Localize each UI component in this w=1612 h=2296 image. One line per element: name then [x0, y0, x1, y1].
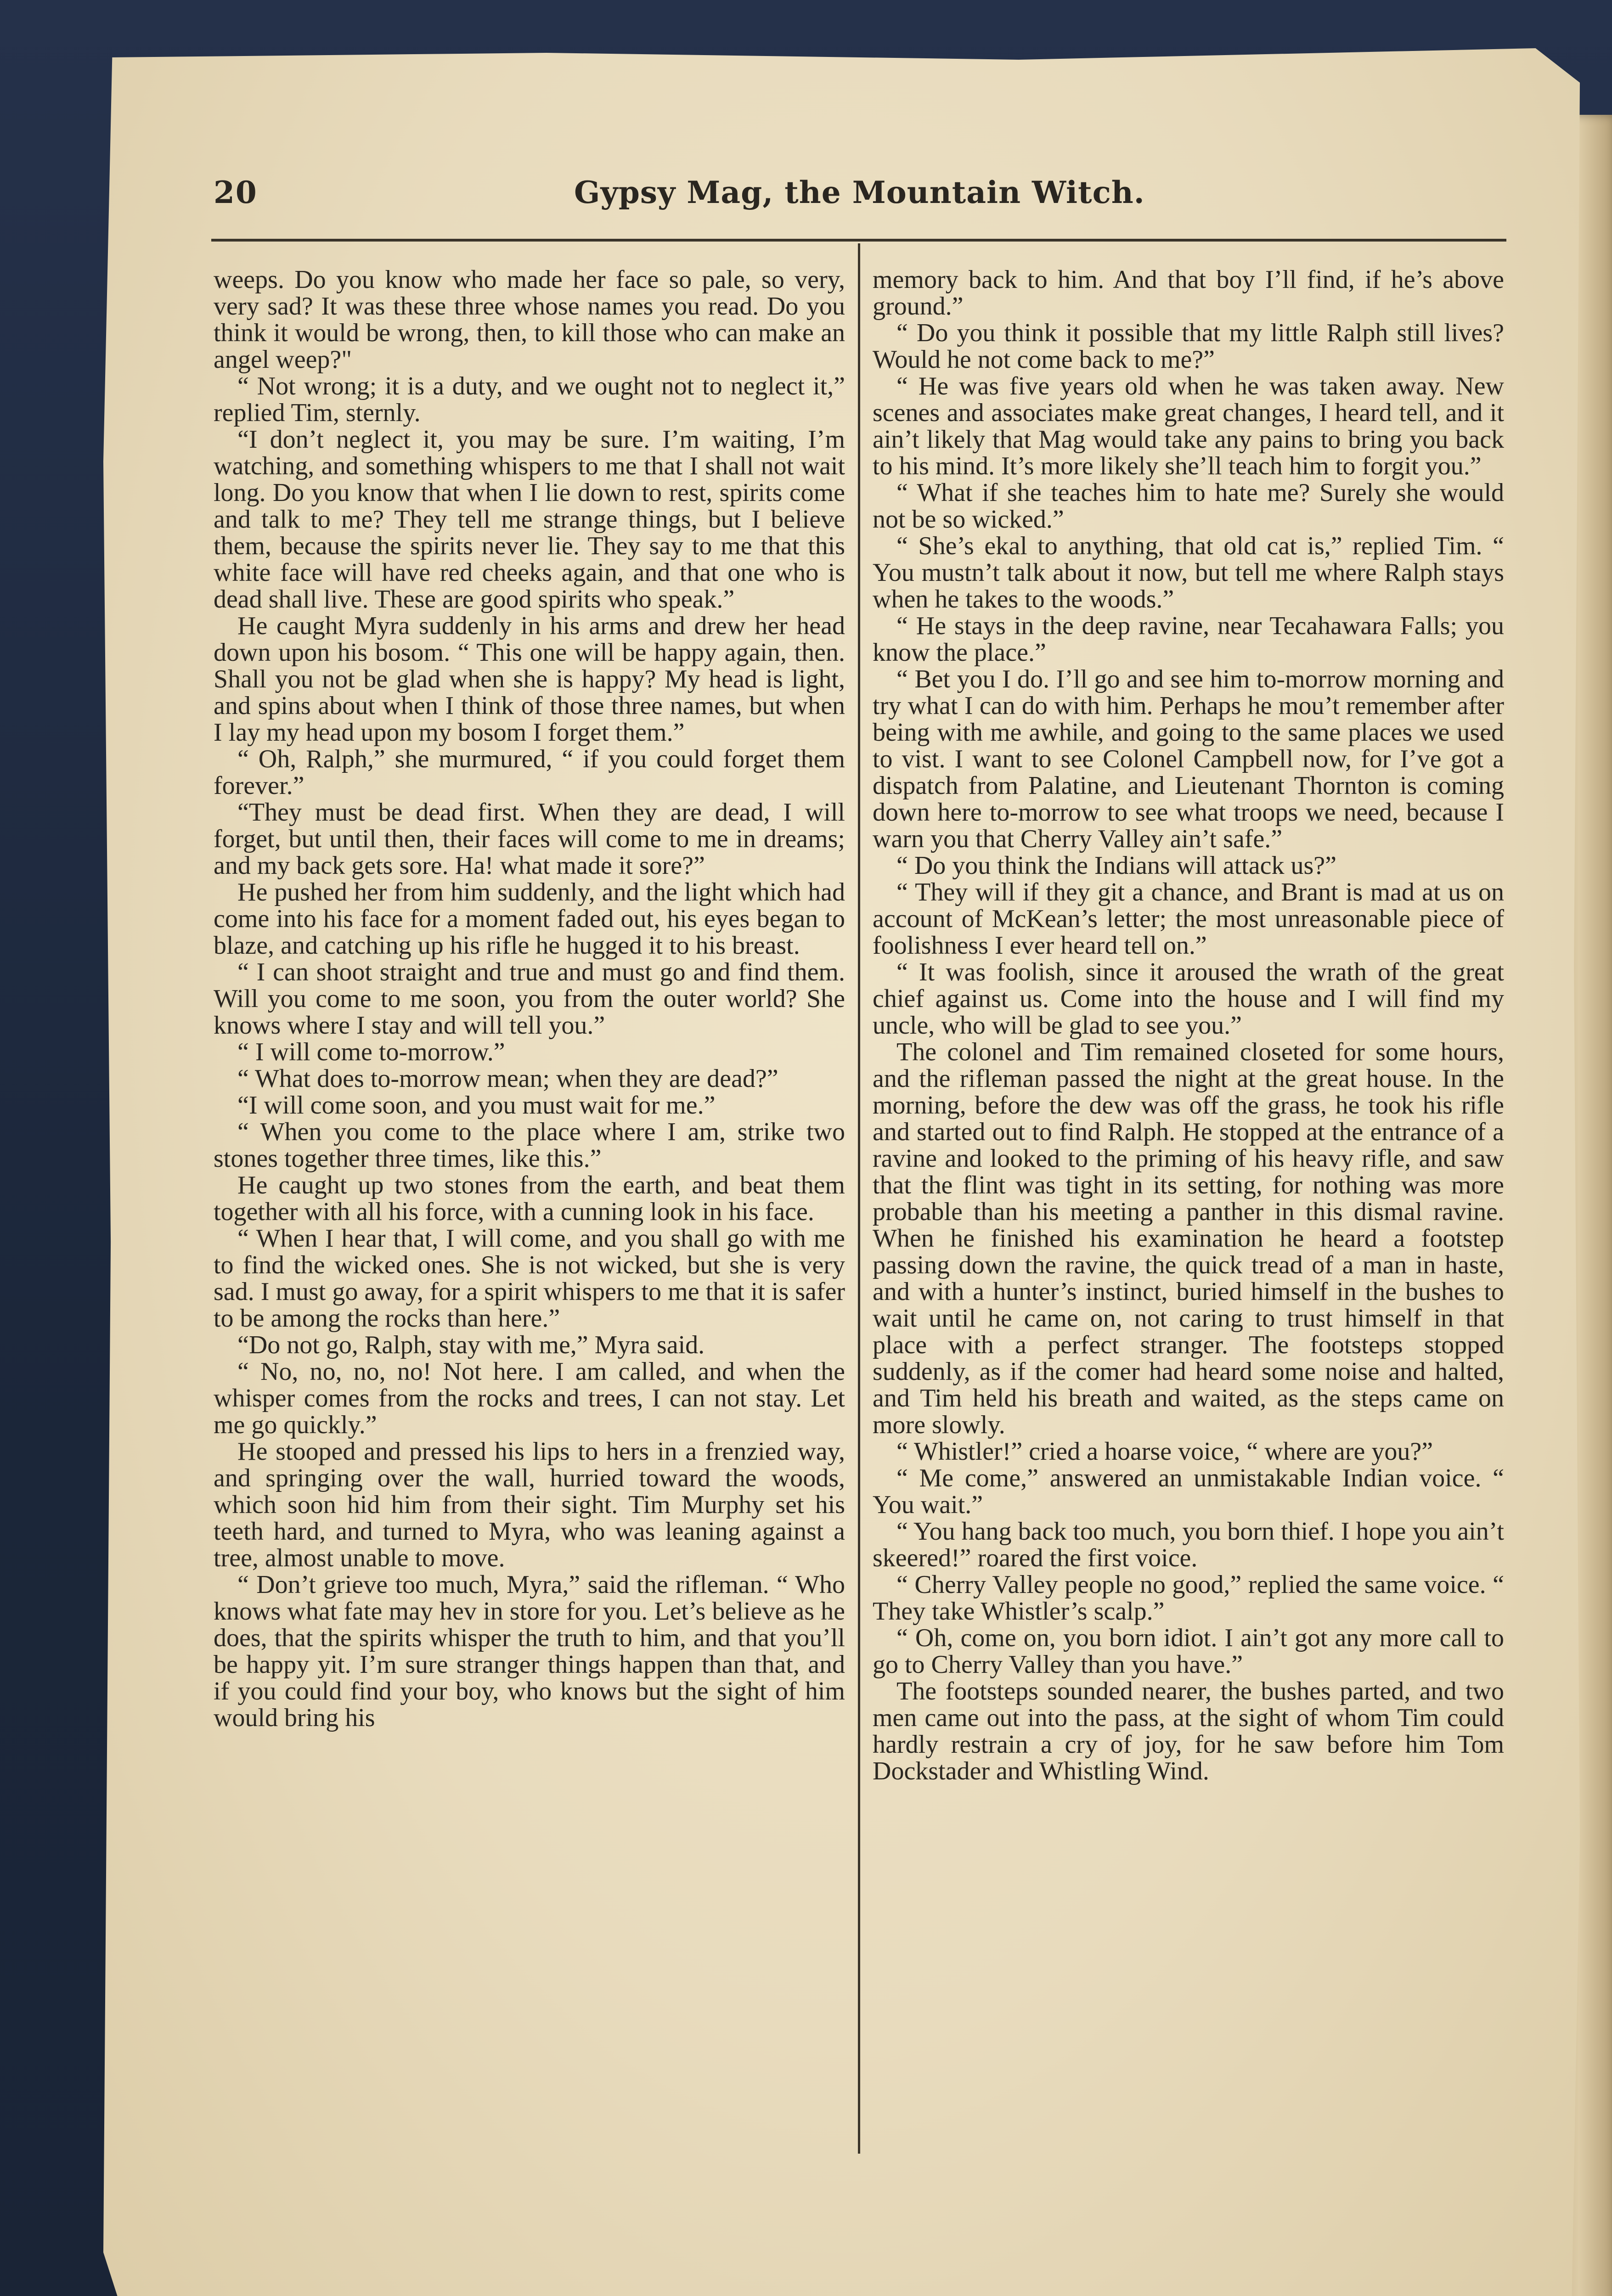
paragraph: “They must be dead first. When they are dead, I will forget, but until then, their faces will come to me in dreams; and my back gets sore. Ha! what made it sore?”: [214, 798, 845, 880]
paragraph: “ What if she teaches him to hate me? Surely she would not be so wicked.”: [873, 478, 1504, 534]
paragraph: “ They will if they git a chance, and Brant is mad at us on account of McKean’s letter; the most unreasonable piece of foolishness I ever heard tell on.”: [873, 878, 1504, 960]
paragraph: “ Oh, Ralph,” she murmured, “ if you could forget them forever.”: [214, 745, 845, 800]
paragraph: “ She’s ekal to anything, that old cat is,” replied Tim. “ You mustn’t talk about it now, but tell me where Ralph stays when he takes to the woods.”: [873, 532, 1504, 613]
paragraph: “Do not go, Ralph, stay with me,” Myra said.: [237, 1331, 705, 1359]
paragraph: He caught up two stones from the earth, and beat them together with all his force, with a cunning look in his face.: [214, 1171, 845, 1226]
paragraph: “ When you come to the place where I am, strike two stones together three times, like this.”: [214, 1118, 845, 1173]
paragraph: “ Me come,” answered an unmistakable Indian voice. “ You wait.”: [873, 1464, 1504, 1519]
paragraph: He caught Myra suddenly in his arms and drew her head down upon his bosom. “ This one will be happy again, then. Shall you not be glad when she is happy? My head is light, and spins about when I think of those three names, but when I lay my head upon my bosom I forget them.”: [214, 612, 845, 747]
page-header: [214, 156, 1408, 225]
paragraph: The footsteps sounded nearer, the bushes parted, and two men came out into the pass, at the sight of whom Tim could hardly restrain a cry of joy, for he saw before him Tom Dockstader and Whistling Wind.: [873, 1677, 1504, 1785]
right-column: [873, 266, 1504, 1784]
paragraph: “ Oh, come on, you born idiot. I ain’t got any more call to go to Cherry Valley than you have.”: [873, 1624, 1504, 1679]
paragraph: “ Do you think it possible that my little Ralph still lives? Would he not come back to me?”: [873, 319, 1504, 374]
column-divider: [858, 243, 860, 2154]
paragraph: The colonel and Tim remained closeted for some hours, and the rifleman passed the night at the great house. In the morning, before the dew was off the grass, he took his rifle and started out to find Ralph. He stopped at the entrance of a ravine and looked to the priming of his heavy rifle, and saw that the flint was tight in its setting, for nothing was more probable than his meeting a panther in this dismal ravine. When he finished his examination he heard a footstep passing down the ravine, the quick tread of a man in haste, and with a hunter’s instinct, buried himself in the bushes to wait until he came on, not caring to trust himself in that place with a perfect stranger. The footsteps stopped suddenly, as if the comer had heard some noise and halted, and Tim held his breath and waited, as the steps came on more slowly.: [873, 1038, 1504, 1439]
paragraph: memory back to him. And that boy I’ll find, if he’s above ground.”: [873, 265, 1504, 321]
paragraph: “I will come soon, and you must wait for me.”: [237, 1091, 716, 1120]
paragraph: “ Cherry Valley people no good,” replied the same voice. “ They take Whistler’s scalp.”: [873, 1570, 1504, 1626]
paragraph: “ Don’t grieve too much, Myra,” said the rifleman. “ Who knows what fate may hev in store for you. Let’s believe as he does, that the spirits whisper the truth to him, and that you’ll be happy yit. I’m sure stranger things happen than that, and if you could find your boy, who knows but the sight of him would bring his: [214, 1570, 845, 1732]
paragraph: “ When I hear that, I will come, and you shall go with me to find the wicked ones. She is not wicked, but she is very sad. I must go away, for a spirit whispers to me that it is safer to be among the rocks than here.”: [214, 1224, 845, 1333]
paragraph: “ It was foolish, since it aroused the wrath of the great chief against us. Come into the house and I will find my uncle, who will be glad to see you.”: [873, 958, 1504, 1040]
paragraph: “ No, no, no, no! Not here. I am called, and when the whisper comes from the rocks and trees, I can not stay. Let me go quickly.”: [214, 1357, 845, 1439]
paragraph: “ What does to-morrow mean; when they are dead?”: [237, 1064, 778, 1093]
paragraph: “ I will come to-morrow.”: [237, 1038, 505, 1066]
paragraph: “ He stays in the deep ravine, near Tecahawara Falls; you know the place.”: [873, 612, 1504, 667]
paragraph: He pushed her from him suddenly, and the light which had come into his face for a moment faded out, his eyes began to blaze, and catching up his rifle he hugged it to his breast.: [214, 878, 845, 960]
left-column: [214, 266, 845, 1731]
paragraph: “ Not wrong; it is a duty, and we ought not to neglect it,” replied Tim, sternly.: [214, 372, 845, 427]
paragraph: “ Do you think the Indians will attack us?”: [896, 851, 1336, 880]
paragraph: “I don’t neglect it, you may be sure. I’m waiting, I’m watching, and something whispers to me that I shall not wait long. Do you know that when I lie down to rest, spirits come and talk to me? They tell me strange things, but I believe them, because the spirits never lie. They say to me that this white face will have red cheeks again, and that one who is dead shall live. These are good spirits who speak.”: [214, 425, 845, 613]
paragraph: He stooped and pressed his lips to hers in a frenzied way, and springing over the wall, hurried toward the woods, which soon hid him from their sight. Tim Murphy set his teeth hard, and turned to Myra, who was leaning against a tree, almost unable to move.: [214, 1437, 845, 1572]
paragraph: “ I can shoot straight and true and must go and find them. Will you come to me soon, you from the outer world? She knows where I stay and will tell you.”: [214, 958, 845, 1040]
header-rule: [211, 239, 1506, 242]
paragraph: “ You hang back too much, you born thief. I hope you ain’t skeered!” roared the first voice.: [873, 1517, 1504, 1572]
paragraph: “ Whistler!” cried a hoarse voice, “ where are you?”: [896, 1437, 1433, 1466]
paragraph: “ Bet you I do. I’ll go and see him to-morrow morning and try what I can do with him. Perhaps he mou’t remember after being with me awhile, and going to the same places we used to vist. I want to see Colonel Campbell now, for I’ve got a dispatch from Palatine, and Lieutenant Thornton is coming down here to-morrow to see what troops we need, because I warn you that Cherry Valley ain’t safe.”: [873, 665, 1504, 853]
running-head: Gypsy Mag, the Mountain Witch.: [574, 174, 1145, 210]
paragraph: weeps. Do you know who made her face so pale, so very, very sad? It was these three whose names you read. Do you think it would be wrong, then, to kill those who can make an angel weep?": [214, 265, 845, 374]
page-number: 20: [214, 174, 258, 210]
paragraph: “ He was five years old when he was taken away. New scenes and associates make great changes, I heard tell, and it ain’t likely that Mag would take any pains to bring you back to his mind. It’s more likely she’ll teach him to forgit you.”: [873, 372, 1504, 480]
